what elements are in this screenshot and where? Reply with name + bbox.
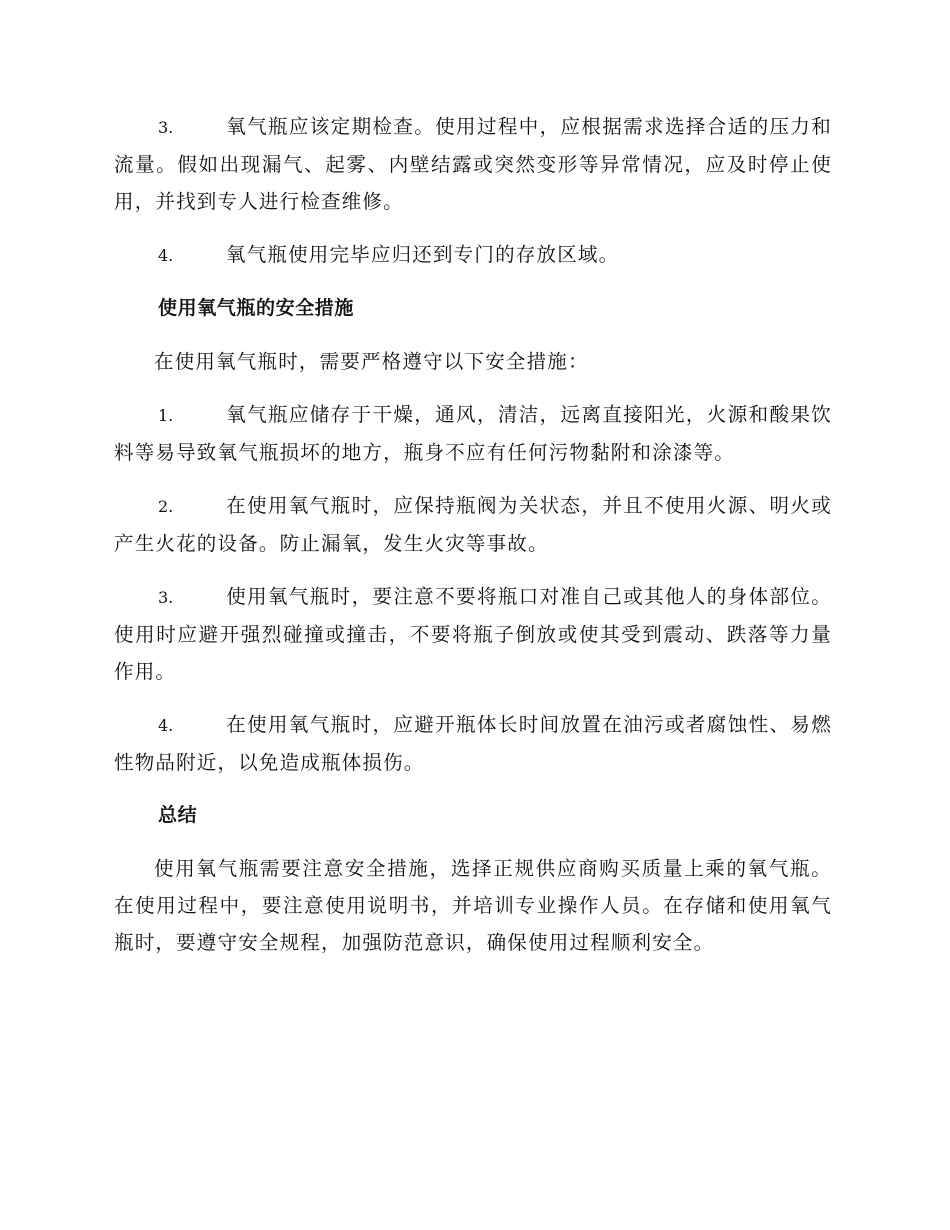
list-item-text: 在使用氧气瓶时，应保持瓶阀为关状态，并且不使用火源、明火或产生火花的设备。防止漏氧，发生火灾等事故。: [114, 494, 832, 555]
list-item-text: 氧气瓶使用完毕应归还到专门的存放区域。: [226, 243, 620, 266]
list-item: [114, 108, 832, 220]
list-item-text: 氧气瓶应该定期检查。使用过程中，应根据需求选择合适的压力和流量。假如出现漏气、起雾、内壁结露或突然变形等异常情况，应及时停止使用，并找到专人进行检查维修。: [114, 115, 832, 213]
summary-paragraph: 使用氧气瓶需要注意安全措施，选择正规供应商购买质量上乘的氧气瓶。在使用过程中，要注意使用说明书，并培训专业操作人员。在存储和使用氧气瓶时，要遵守安全规程，加强防范意识，确保使用过程顺利安全。: [114, 857, 832, 954]
list-item-number: 4.: [158, 246, 174, 265]
list-item: [114, 706, 832, 781]
list-item-number: 3.: [158, 118, 174, 137]
list-item-text: 使用氧气瓶时，要注意不要将瓶口对准自己或其他人的身体部位。使用时应避开强烈碰撞或撞击，不要将瓶子倒放或使其受到震动、跌落等力量作用。: [114, 585, 832, 683]
list-item-number: 4.: [158, 716, 174, 735]
list-item-text: 在使用氧气瓶时，应避开瓶体长时间放置在油污或者腐蚀性、易燃性物品附近，以免造成瓶体损伤。: [114, 713, 832, 774]
list-item-number: 1.: [158, 406, 174, 425]
document-page: [114, 108, 832, 977]
list-item: [114, 487, 832, 562]
section-heading-safety: 使用氧气瓶的安全措施: [158, 297, 355, 319]
list-item-text: 氧气瓶应储存于干燥，通风，清洁，远离直接阳光，火源和酸果饮料等易导致氧气瓶损坏的地方，瓶身不应有任何污物黏附和涂漆等。: [114, 403, 832, 464]
list-item: [114, 236, 832, 274]
safety-intro: 在使用氧气瓶时，需要严格遵守以下安全措施：: [154, 350, 589, 373]
section-heading-summary: 总结: [158, 804, 198, 826]
list-item-number: 3.: [158, 588, 174, 607]
list-item-number: 2.: [158, 497, 174, 516]
list-item: [114, 578, 832, 690]
list-item: [114, 396, 832, 471]
